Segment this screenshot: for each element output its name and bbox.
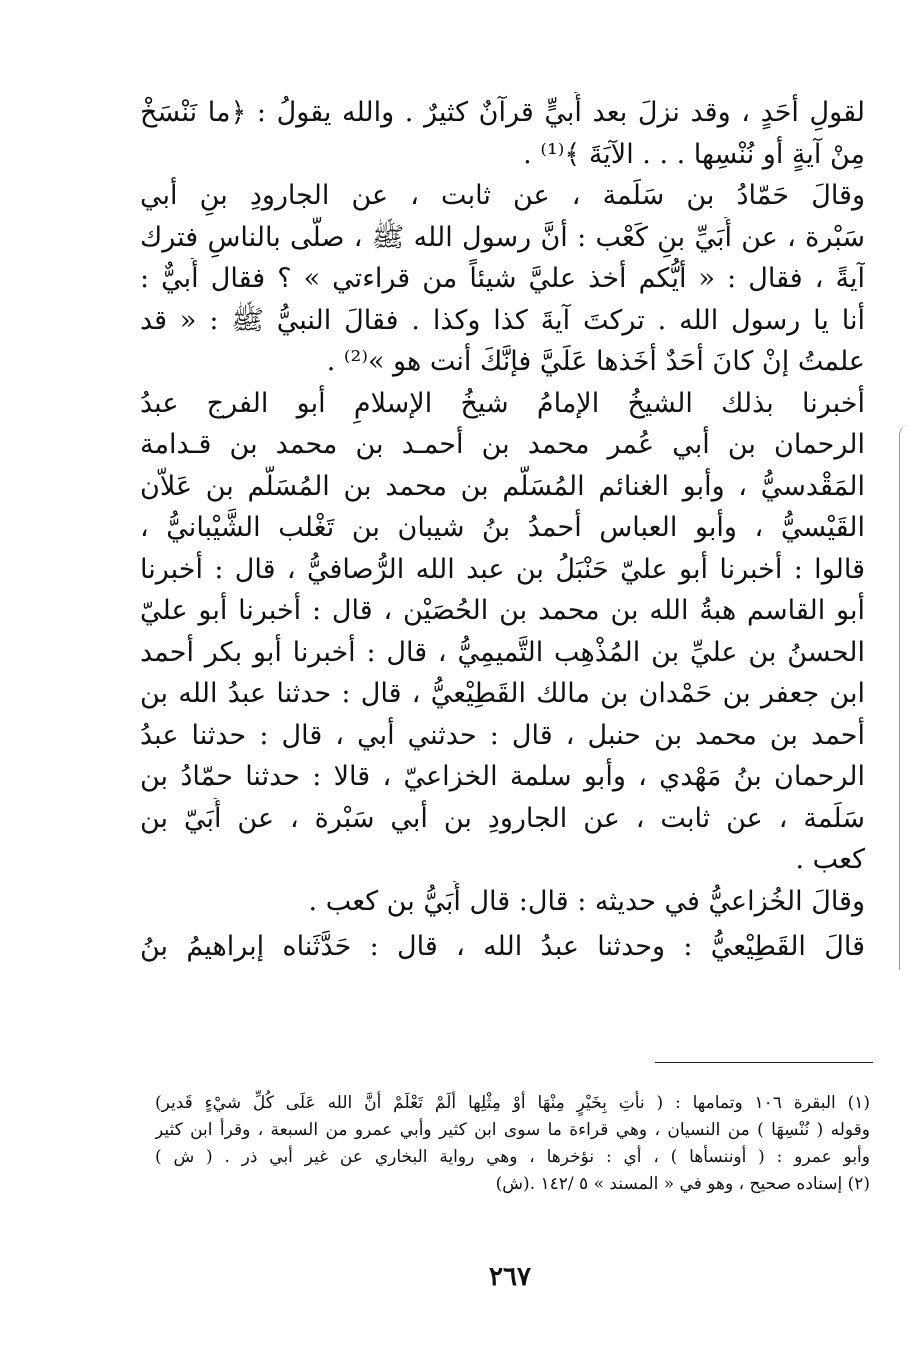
text-line: قالوا : أخبرنا أبو عليّ حَنْبَلُ بن عبد الله الرُّصافيُّ ، قال : أخبرنا xyxy=(140,553,865,585)
page-edge-shadow xyxy=(899,425,910,970)
text-line: ابن جعفر بن حَمْدان بن مالك القَطِيْعيُّ ، قال : حدثنا عبدُ الله بن xyxy=(140,678,865,709)
text-line: أحمد بن محمد بن حنبل ، قال : حدثني أبي ، قال : حدثنا عبدُ xyxy=(140,719,865,751)
footnote-line: وأبو عمرو : ( أوننسأها ) ، أي : نؤخرها ، وهي رواية البخاري عن غير أبي ذر . ( ش ) xyxy=(155,1147,870,1167)
text-line: أخبرنا بذلك الشيخُ الإمامُ شيخُ الإسلامِ أبو الفرج عبدُ xyxy=(140,387,865,419)
text-line: الحسنُ بن عليِّ بن المُذْهِب التَّميمِيُّ ، قال : أخبرنا أبو بكر أحمد xyxy=(140,636,865,668)
text-line: قالَ القَطِيْعيُّ : وحدثنا عبدُ الله ، قال : حَدَّثَناه إبراهيمُ بنُ xyxy=(140,931,865,962)
text-line: علمتُ إنْ كانَ أحَدٌ أخَذها عَلَيَّ فإنَّكَ أنت هو »⁽²⁾ . xyxy=(326,346,865,377)
text-line: سَبْرة ، عن أُبَيِّ بنِ كَعْب : أنَّ رسول الله ﷺ ، صلّى بالناسِ فترك xyxy=(140,221,865,253)
text-line: المَقْدسيُّ ، وأبو الغنائم المُسَلَّم بن محمد بن المُسَلَّم بن عَلاّن xyxy=(140,470,865,502)
text-line: القَيْسيُّ ، وأبو العباس أحمدُ بنُ شيبان بن تَغْلب الشَّيْبانيُّ ، xyxy=(140,512,865,543)
text-line: سَلَمة ، عن ثابت ، عن الجارودِ بن أبي سَبْرة ، عن أُبَيّ بن xyxy=(140,802,865,834)
footnotes xyxy=(155,1090,870,1198)
footnote-line: وقوله ( نُنْسِهَا ) من النسيان ، وهي قراءة ما سوى ابن كثير وأبي عمرو من السبعة ، وقرأ ابن كثير xyxy=(155,1120,870,1140)
text-line: آيةً ، فقال : « أيُّكم أخذ عليَّ شيئاً من قراءتي » ؟ فقال أُبيٌّ : xyxy=(140,263,865,294)
text-line: الرحمان بنُ مَهْدي ، وأبو سلمة الخزاعيّ ، قالا : حدثنا حمّادُ بن xyxy=(140,761,865,792)
text-line: وقالَ حَمّادُ بن سَلَمة ، عن ثابت ، عن الجارودِ بنِ أبي xyxy=(140,180,865,211)
footnote-line: (١) البقرة ١٠٦ وتمامها : ( نأْتِ بِخَيْرٍ مِنْهَا أوْ مِثْلِها ألَمْ تَعْلَمْ أنَّ الله عَلَى كُلِّ شيْءٍ قَدير) xyxy=(155,1093,870,1113)
text-line: لقولِ أحَدٍ ، وقد نزلَ بعد أُبيٍّ قرآنٌ كثيرٌ . والله يقولُ : ﴿ما نَنْسَخْ xyxy=(140,97,865,128)
footnote-line: (٢) إسناده صحيح ، وهو في « المسند » ٥ /١٤٢ .(ش) xyxy=(495,1174,870,1194)
footnote-divider xyxy=(655,1062,873,1063)
text-line: وقالَ الخُزاعيُّ في حديثه : قال: قال أُبَيُّ بن كعب . xyxy=(308,885,865,917)
main-text xyxy=(140,92,865,968)
page-number: ٢٦٧ xyxy=(489,1262,531,1292)
text-line: مِنْ آيةٍ أو نُنْسِها . . . الآيَةَ ﴾⁽¹⁾ . xyxy=(523,138,865,170)
text-line: أنا يا رسول الله . تركتَ آيةَ كذا وكذا . فقالَ النبيُّ ﷺ : « قد xyxy=(140,304,865,336)
text-line: أبو القاسم هبةُ الله بن محمد بن الحُصَيْن ، قال : أخبرنا أبو عليّ xyxy=(140,595,865,626)
text-line: كعب . xyxy=(795,844,865,875)
text-line: الرحمان بن أبي عُمر محمد بن أحمـد بن محمد بن قـدامة xyxy=(140,429,865,460)
